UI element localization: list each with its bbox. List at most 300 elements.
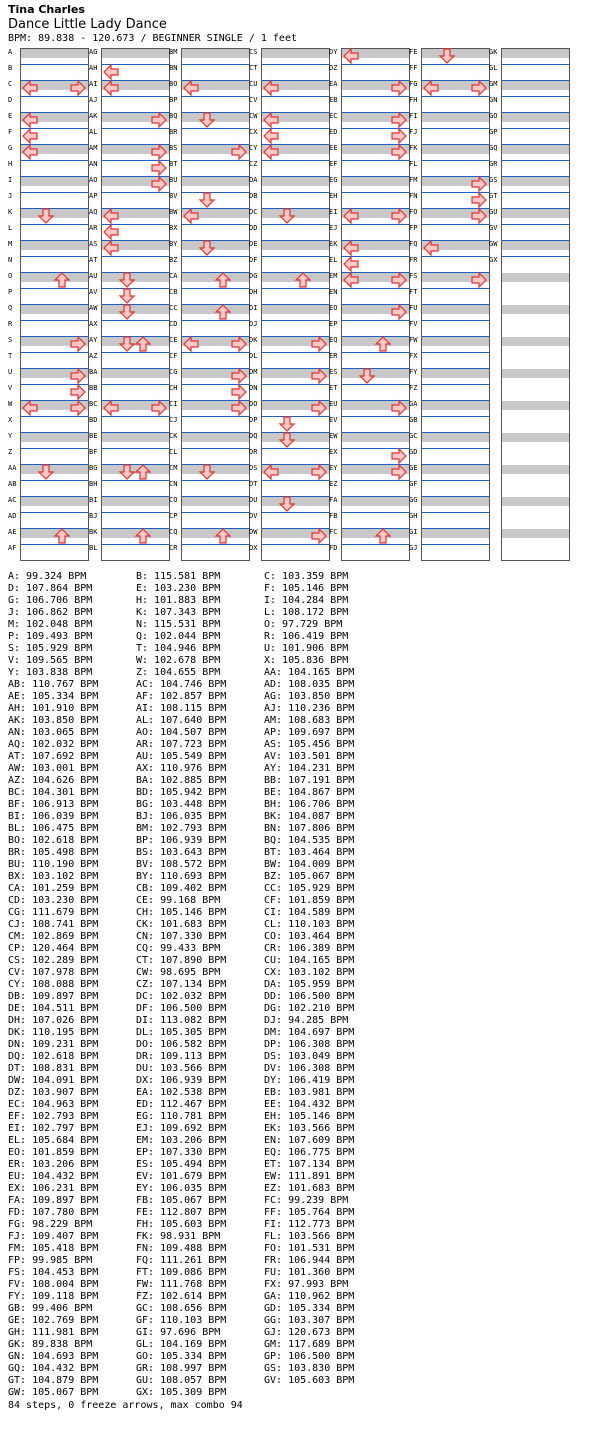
beat-row-shade	[502, 209, 569, 218]
bpm-entry: DL: 105.305 BPM	[136, 1027, 227, 1038]
beat-row-shade	[182, 433, 249, 442]
measure-label: DW	[249, 528, 258, 536]
beat-row-shade	[102, 49, 169, 58]
bpm-entry: BF: 106.913 BPM	[8, 799, 99, 810]
measure-label: DZ	[329, 64, 338, 72]
measure-label: S	[8, 336, 13, 344]
bpm-entry: FB: 105.067 BPM	[136, 1195, 227, 1206]
measure-label: EY	[329, 464, 338, 472]
measure-label: EC	[329, 112, 338, 120]
bpm-entry: U: 101.906 BPM	[264, 643, 349, 654]
measure-label: AD	[8, 512, 17, 520]
beat-row-shade	[422, 305, 489, 314]
beat-row-shade	[182, 241, 249, 250]
bpm-entry: AP: 109.697 BPM	[264, 727, 355, 738]
beat-row-shade	[422, 49, 489, 58]
measure-label: GI	[409, 528, 418, 536]
measure-label: GV	[489, 224, 498, 232]
bpm-entry: DK: 110.195 BPM	[8, 1027, 99, 1038]
measure-label: GG	[409, 496, 418, 504]
measure-label: EO	[329, 304, 338, 312]
bpm-entry: CO: 103.464 BPM	[264, 931, 355, 942]
bpm-entry: BW: 104.009 BPM	[264, 859, 355, 870]
measure-label: GR	[489, 160, 498, 168]
measure-label: AY	[89, 336, 98, 344]
bpm-entry: EI: 102.797 BPM	[8, 1123, 99, 1134]
bpm-entry: EL: 105.684 BPM	[8, 1135, 99, 1146]
measure-label: K	[8, 208, 13, 216]
measure-label: FT	[409, 288, 418, 296]
measure-label: GU	[489, 208, 498, 216]
measure-label: EX	[329, 448, 338, 456]
song-title: Dance Little Lady Dance	[8, 17, 167, 32]
bpm-entry: X: 105.836 BPM	[264, 655, 349, 666]
bpm-entry: EX: 106.231 BPM	[8, 1183, 99, 1194]
bpm-entry: Q: 102.044 BPM	[136, 631, 221, 642]
beat-row-shade	[262, 49, 329, 58]
measure-label: CN	[169, 480, 178, 488]
measure-label: H	[8, 160, 13, 168]
bpm-entry: ER: 103.206 BPM	[8, 1159, 99, 1170]
measure-label: DO	[249, 400, 258, 408]
measure-label: N	[8, 256, 13, 264]
bpm-entry: V: 109.565 BPM	[8, 655, 93, 666]
bpm-entry: BI: 106.039 BPM	[8, 811, 99, 822]
beat-row-shade	[21, 177, 88, 186]
measure-label: EQ	[329, 336, 338, 344]
bpm-entry: CE: 99.168 BPM	[136, 895, 221, 906]
bpm-entry: H: 101.883 BPM	[136, 595, 221, 606]
beat-row-shade	[262, 433, 329, 442]
measure-label: Z	[8, 448, 13, 456]
measure-label: DN	[249, 384, 258, 392]
bpm-entry: DX: 106.939 BPM	[136, 1075, 227, 1086]
measure-label: CG	[169, 368, 178, 376]
measure-label: DI	[249, 304, 258, 312]
measure-label: ET	[329, 384, 338, 392]
bpm-entry: EY: 106.035 BPM	[136, 1183, 227, 1194]
measure-label: CO	[169, 496, 178, 504]
bpm-entry: BD: 105.942 BPM	[136, 787, 227, 798]
measure-label: DL	[249, 352, 258, 360]
bpm-entry: C: 103.359 BPM	[264, 571, 349, 582]
bpm-entry: EZ: 101.683 BPM	[264, 1183, 355, 1194]
bpm-entry: EM: 103.206 BPM	[136, 1135, 227, 1146]
bpm-entry: DD: 106.500 BPM	[264, 991, 355, 1002]
measure-label: CD	[169, 320, 178, 328]
measure-label: DC	[249, 208, 258, 216]
bpm-entry: AI: 108.115 BPM	[136, 703, 227, 714]
measure-label: DK	[249, 336, 258, 344]
measure-label: DJ	[249, 320, 258, 328]
beat-row-shade	[502, 305, 569, 314]
bpm-entry: GX: 105.309 BPM	[136, 1387, 227, 1398]
bpm-entry: EG: 110.781 BPM	[136, 1111, 227, 1122]
measure-label: AP	[89, 192, 98, 200]
beat-row-shade	[102, 465, 169, 474]
bpm-entry: AY: 104.231 BPM	[264, 763, 355, 774]
beat-row-shade	[502, 369, 569, 378]
measure-label: BV	[169, 192, 178, 200]
bpm-entry: AO: 104.507 BPM	[136, 727, 227, 738]
beat-row-shade	[262, 273, 329, 282]
bpm-entry: DS: 103.049 BPM	[264, 1051, 355, 1062]
chart-summary: 84 steps, 0 freeze arrows, max combo 94	[8, 1400, 243, 1411]
measure-label: EE	[329, 144, 338, 152]
beat-row-shade	[342, 177, 409, 186]
bpm-entry: EA: 102.538 BPM	[136, 1087, 227, 1098]
measure-label: FV	[409, 320, 418, 328]
measure-label: I	[8, 176, 13, 184]
beat-row-shade	[21, 49, 88, 58]
measure-label: Q	[8, 304, 13, 312]
measure-label: FK	[409, 144, 418, 152]
measure-label: ES	[329, 368, 338, 376]
measure-label: ER	[329, 352, 338, 360]
beat-row-shade	[182, 49, 249, 58]
bpm-entry: T: 104.946 BPM	[136, 643, 221, 654]
beat-row-shade	[342, 337, 409, 346]
measure-label: BO	[169, 80, 178, 88]
measure-label: AU	[89, 272, 98, 280]
beat-row-shade	[102, 273, 169, 282]
bpm-entry: GD: 105.334 BPM	[264, 1303, 355, 1314]
bpm-entry: BM: 102.793 BPM	[136, 823, 227, 834]
bpm-entry: CA: 101.259 BPM	[8, 883, 99, 894]
bpm-entry: AA: 104.165 BPM	[264, 667, 355, 678]
bpm-entry: FG: 98.229 BPM	[8, 1219, 93, 1230]
bpm-entry: ET: 107.134 BPM	[264, 1159, 355, 1170]
measure-label: FP	[409, 224, 418, 232]
measure-label: P	[8, 288, 13, 296]
measure-label: AM	[89, 144, 98, 152]
bpm-entry: BY: 110.693 BPM	[136, 871, 227, 882]
bpm-entry: AZ: 104.626 BPM	[8, 775, 99, 786]
arrow-left-icon	[344, 257, 358, 271]
measure-label: GE	[409, 464, 418, 472]
bpm-entry: AL: 107.640 BPM	[136, 715, 227, 726]
arrow-down-icon	[280, 417, 294, 431]
measure-label: DR	[249, 448, 258, 456]
arrow-right-icon	[392, 449, 406, 463]
measure-label: BU	[169, 176, 178, 184]
measure-label: FW	[409, 336, 418, 344]
beat-row-shade	[182, 273, 249, 282]
bpm-entry: AE: 105.334 BPM	[8, 691, 99, 702]
beat-row-shade	[102, 337, 169, 346]
beat-row-shade	[21, 465, 88, 474]
arrow-down-icon	[120, 289, 134, 303]
bpm-entry: CI: 104.589 BPM	[264, 907, 355, 918]
measure-label: BN	[169, 64, 178, 72]
bpm-entry: CM: 102.869 BPM	[8, 931, 99, 942]
bpm-entry: CB: 109.402 BPM	[136, 883, 227, 894]
beat-row-shade	[21, 305, 88, 314]
bpm-entry: BJ: 106.035 BPM	[136, 811, 227, 822]
chart-column	[421, 49, 490, 561]
bpm-entry: CL: 110.103 BPM	[264, 919, 355, 930]
measure-label: CM	[169, 464, 178, 472]
beat-row-shade	[21, 273, 88, 282]
step-chart	[0, 0, 592, 570]
bpm-entry: A: 99.324 BPM	[8, 571, 87, 582]
measure-label: M	[8, 240, 13, 248]
bpm-entry: GW: 105.067 BPM	[8, 1387, 99, 1398]
beat-row-shade	[182, 465, 249, 474]
bpm-entry: GL: 104.169 BPM	[136, 1339, 227, 1350]
bpm-entry: DM: 104.697 BPM	[264, 1027, 355, 1038]
bpm-entry: DV: 106.308 BPM	[264, 1063, 355, 1074]
measure-label: BX	[169, 224, 178, 232]
measure-label: EZ	[329, 480, 338, 488]
measure-label: FQ	[409, 240, 418, 248]
measure-label: AV	[89, 288, 98, 296]
bpm-entry: CK: 101.683 BPM	[136, 919, 227, 930]
measure-label: FY	[409, 368, 418, 376]
measure-label: CE	[169, 336, 178, 344]
measure-label: EV	[329, 416, 338, 424]
measure-label: GW	[489, 240, 498, 248]
beat-row-shade	[502, 49, 569, 58]
beat-row-shade	[182, 177, 249, 186]
measure-label: EP	[329, 320, 338, 328]
bpm-entry: EO: 101.859 BPM	[8, 1147, 99, 1158]
bpm-entry: FK: 98.931 BPM	[136, 1231, 221, 1242]
bpm-entry: BX: 103.102 BPM	[8, 871, 99, 882]
bpm-entry: GO: 105.334 BPM	[136, 1351, 227, 1362]
measure-label: CH	[169, 384, 178, 392]
bpm-entry: GN: 104.693 BPM	[8, 1351, 99, 1362]
bpm-entry: BA: 102.885 BPM	[136, 775, 227, 786]
bpm-entry: DE: 104.511 BPM	[8, 1003, 99, 1014]
bpm-entry: R: 106.419 BPM	[264, 631, 349, 642]
measure-label: GL	[489, 64, 498, 72]
bpm-entry: DP: 106.308 BPM	[264, 1039, 355, 1050]
bpm-entry: EF: 102.793 BPM	[8, 1111, 99, 1122]
measure-label: EK	[329, 240, 338, 248]
bpm-entry: EH: 105.146 BPM	[264, 1111, 355, 1122]
bpm-entry: FO: 101.531 BPM	[264, 1243, 355, 1254]
measure-label: D	[8, 96, 13, 104]
measure-label: BL	[89, 544, 98, 552]
bpm-entry: F: 105.146 BPM	[264, 583, 349, 594]
bpm-entry: FJ: 109.407 BPM	[8, 1231, 99, 1242]
bpm-entry: AG: 103.850 BPM	[264, 691, 355, 702]
measure-label: CF	[169, 352, 178, 360]
beat-row-shade	[342, 433, 409, 442]
bpm-entry: AW: 103.001 BPM	[8, 763, 99, 774]
bpm-entry: DW: 104.091 BPM	[8, 1075, 99, 1086]
measure-label: W	[8, 400, 13, 408]
bpm-entry: DQ: 102.618 BPM	[8, 1051, 99, 1062]
measure-label: AN	[89, 160, 98, 168]
bpm-entry: GH: 111.981 BPM	[8, 1327, 99, 1338]
measure-label: DM	[249, 368, 258, 376]
bpm-entry: BL: 106.475 BPM	[8, 823, 99, 834]
measure-label: BK	[89, 528, 98, 536]
beat-row-shade	[502, 113, 569, 122]
measure-label: GQ	[489, 144, 498, 152]
bpm-entry: BE: 104.867 BPM	[264, 787, 355, 798]
bpm-entry: CC: 105.929 BPM	[264, 883, 355, 894]
measure-label: CW	[249, 112, 258, 120]
beat-row-shade	[502, 273, 569, 282]
measure-label: BI	[89, 496, 98, 504]
bpm-entry: GC: 108.656 BPM	[136, 1303, 227, 1314]
arrow-left-icon	[104, 225, 118, 239]
measure-label: BH	[89, 480, 98, 488]
bpm-entry: EJ: 109.692 BPM	[136, 1123, 227, 1134]
bpm-entry: GU: 108.057 BPM	[136, 1375, 227, 1386]
measure-label: AA	[8, 464, 17, 472]
bpm-entry: M: 102.048 BPM	[8, 619, 93, 630]
measure-label: E	[8, 112, 13, 120]
bpm-entry: BZ: 105.067 BPM	[264, 871, 355, 882]
bpm-entry: FL: 103.566 BPM	[264, 1231, 355, 1242]
measure-label: BW	[169, 208, 178, 216]
chart-column	[181, 49, 250, 561]
bpm-entry: Y: 103.838 BPM	[8, 667, 93, 678]
measure-label: T	[8, 352, 13, 360]
measure-label: GP	[489, 128, 498, 136]
measure-label: EI	[329, 208, 338, 216]
beat-row-shade	[422, 337, 489, 346]
measure-label: L	[8, 224, 13, 232]
beat-row-shade	[422, 401, 489, 410]
bpm-entry: GQ: 104.432 BPM	[8, 1363, 99, 1374]
bpm-entry: DI: 113.082 BPM	[136, 1015, 227, 1026]
artist-name: Tina Charles	[8, 3, 85, 16]
bpm-entry: GA: 110.962 BPM	[264, 1291, 355, 1302]
bpm-entry: EU: 104.432 BPM	[8, 1171, 99, 1182]
measure-label: U	[8, 368, 13, 376]
measure-label: BD	[89, 416, 98, 424]
bpm-entry: FQ: 111.261 BPM	[136, 1255, 227, 1266]
beat-row-shade	[502, 497, 569, 506]
measure-label: FD	[329, 544, 338, 552]
bpm-entry: P: 109.493 BPM	[8, 631, 93, 642]
measure-label: BC	[89, 400, 98, 408]
bpm-entry: GV: 105.603 BPM	[264, 1375, 355, 1386]
bpm-entry: AT: 107.692 BPM	[8, 751, 99, 762]
bpm-entry: CV: 107.978 BPM	[8, 967, 99, 978]
beat-row-shade	[262, 209, 329, 218]
measure-label: AZ	[89, 352, 98, 360]
chart-column	[501, 49, 570, 561]
beat-row-shade	[182, 113, 249, 122]
measure-label: EJ	[329, 224, 338, 232]
bpm-entry: S: 105.929 BPM	[8, 643, 93, 654]
measure-label: CA	[169, 272, 178, 280]
bpm-entry: AB: 110.767 BPM	[8, 679, 99, 690]
bpm-entry: ED: 112.467 BPM	[136, 1099, 227, 1110]
bpm-entry: FS: 104.453 BPM	[8, 1267, 99, 1278]
bpm-entry: AF: 102.857 BPM	[136, 691, 227, 702]
bpm-entry: CZ: 107.134 BPM	[136, 979, 227, 990]
beat-row-shade	[182, 305, 249, 314]
beat-row-shade	[102, 369, 169, 378]
measure-label: B	[8, 64, 13, 72]
measure-label: BT	[169, 160, 178, 168]
bpm-entry: GM: 117.689 BPM	[264, 1339, 355, 1350]
bpm-entry: BQ: 104.535 BPM	[264, 835, 355, 846]
measure-label: GD	[409, 448, 418, 456]
bpm-entry: FH: 105.603 BPM	[136, 1219, 227, 1230]
bpm-entry: EN: 107.609 BPM	[264, 1135, 355, 1146]
beat-row-shade	[102, 529, 169, 538]
measure-label: CK	[169, 432, 178, 440]
bpm-entry: FY: 109.118 BPM	[8, 1291, 99, 1302]
bpm-entry: L: 108.172 BPM	[264, 607, 349, 618]
measure-label: FS	[409, 272, 418, 280]
measure-label: FZ	[409, 384, 418, 392]
bpm-entry: EW: 111.891 BPM	[264, 1171, 355, 1182]
beat-row-shade	[422, 529, 489, 538]
measure-label: EH	[329, 192, 338, 200]
measure-label: X	[8, 416, 13, 424]
measure-label: EW	[329, 432, 338, 440]
measure-label: DE	[249, 240, 258, 248]
bpm-entry: EB: 103.981 BPM	[264, 1087, 355, 1098]
bpm-entry: FZ: 102.614 BPM	[136, 1291, 227, 1302]
measure-label: DG	[249, 272, 258, 280]
beat-row-shade	[422, 433, 489, 442]
measure-label: DT	[249, 480, 258, 488]
bpm-entry: GS: 103.830 BPM	[264, 1363, 355, 1374]
measure-label: CU	[249, 80, 258, 88]
bpm-entry: ES: 105.494 BPM	[136, 1159, 227, 1170]
bpm-entry: GB: 99.406 BPM	[8, 1303, 93, 1314]
measure-label: BP	[169, 96, 178, 104]
beat-row-shade	[502, 401, 569, 410]
measure-label: BR	[169, 128, 178, 136]
bpm-entry: D: 107.864 BPM	[8, 583, 93, 594]
bpm-entry: AC: 104.746 BPM	[136, 679, 227, 690]
beat-row-shade	[342, 369, 409, 378]
measure-label: FL	[409, 160, 418, 168]
measure-label: CT	[249, 64, 258, 72]
beat-row-shade	[342, 529, 409, 538]
column-border	[502, 49, 570, 561]
measure-label: CI	[169, 400, 178, 408]
bpm-entry: CR: 106.389 BPM	[264, 943, 355, 954]
bpm-entry: BB: 107.191 BPM	[264, 775, 355, 786]
bpm-entry: FE: 112.807 BPM	[136, 1207, 227, 1218]
bpm-entry: CJ: 108.741 BPM	[8, 919, 99, 930]
measure-label: AQ	[89, 208, 98, 216]
measure-label: AC	[8, 496, 17, 504]
bpm-entry: GR: 108.997 BPM	[136, 1363, 227, 1374]
bpm-entry: EC: 104.963 BPM	[8, 1099, 99, 1110]
measure-label: CQ	[169, 528, 178, 536]
bpm-entry: DR: 109.113 BPM	[136, 1051, 227, 1062]
arrow-right-icon	[232, 385, 246, 399]
bpm-entry: FV: 108.004 BPM	[8, 1279, 99, 1290]
beat-row-shade	[21, 497, 88, 506]
beat-row-shade	[262, 241, 329, 250]
bpm-entry: GK: 89.838 BPM	[8, 1339, 93, 1350]
bpm-entry: GE: 102.769 BPM	[8, 1315, 99, 1326]
measure-label: FG	[409, 80, 418, 88]
measure-label: BZ	[169, 256, 178, 264]
measure-label: AR	[89, 224, 98, 232]
bpm-entry: FN: 109.488 BPM	[136, 1243, 227, 1254]
bpm-entry: CF: 101.859 BPM	[264, 895, 355, 906]
bpm-entry: CD: 103.230 BPM	[8, 895, 99, 906]
beat-row-shade	[182, 497, 249, 506]
measure-label: FA	[329, 496, 338, 504]
measure-label: BG	[89, 464, 98, 472]
